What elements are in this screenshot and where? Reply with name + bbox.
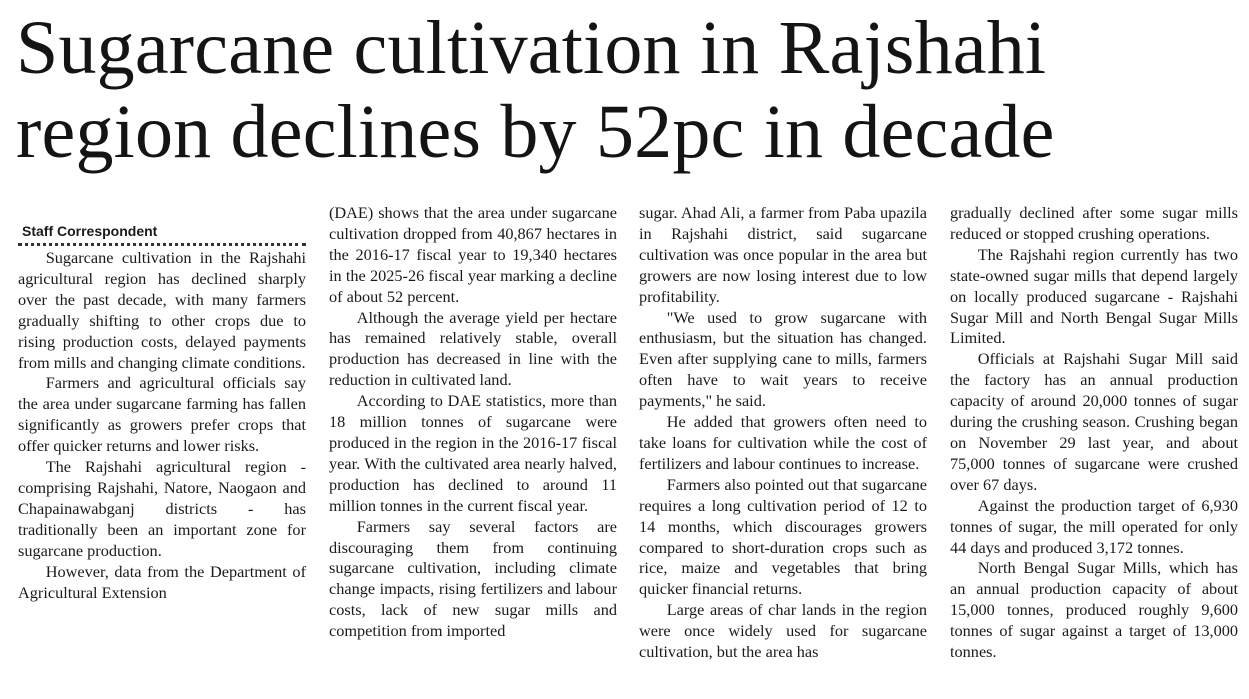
headline: Sugarcane cultivation in Rajshahi region declines by 52pc in decade [16, 6, 1055, 174]
article-column-2 [329, 203, 617, 699]
paragraph: According to DAE statistics, more than 18 million tonnes of sugarcane were produced in the region in the 2016-17 fiscal year. With the cultivated area nearly halved, production has declined to around 11 million tonnes in the current fiscal year. [329, 391, 617, 515]
paragraph: Large areas of char lands in the region were once widely used for sugarcane cultivation, but the area has [639, 600, 927, 662]
paragraph: He added that growers often need to take loans for cultivation while the cost of fertilizers and labour continues to increase. [639, 412, 927, 473]
paragraph: "We used to grow sugarcane with enthusiasm, but the situation has changed. Even after supplying cane to mills, farmers often have to wait years to receive payments," he said. [639, 307, 927, 411]
paragraph: The Rajshahi region currently has two state-owned sugar mills that depend largely on locally produced sugarcane - Rajshahi Sugar Mill and North Bengal Sugar Mills Limited. [950, 244, 1238, 348]
paragraph: sugar. Ahad Ali, a farmer from Paba upazila in Rajshahi district, said sugarcane cultivation was once popular in the area but growers are now losing interest due to low profitability. [639, 203, 927, 306]
paragraph: gradually declined after some sugar mills reduced or stopped crushing operations. [950, 203, 1238, 243]
paragraph: North Bengal Sugar Mills, which has an annual production capacity of about 15,000 tonnes, produced roughly 9,600 tonnes of sugar against a target of 13,000 tonnes. [950, 558, 1238, 662]
paragraph: Farmers and agricultural officials say the area under sugarcane farming has fallen significantly as growers prefer crops that offer quicker returns and lower risks. [18, 373, 306, 456]
article-column-1 [18, 222, 306, 699]
byline: Staff Correspondent [18, 222, 306, 246]
paragraph: Farmers say several factors are discouraging them from continuing sugarcane cultivation, including climate change impacts, rising fertilizers and labour costs, lack of new sugar mills and competition from imported [329, 516, 617, 641]
article-column-4 [950, 203, 1238, 699]
paragraph: Officials at Rajshahi Sugar Mill said the factory has an annual production capacity of around 20,000 tonnes of sugar during the crushing season. Crushing began on November 29 last year, and about 75,000 tonnes of sugarcane were crushed over 67 days. [950, 349, 1238, 494]
paragraph: Although the average yield per hectare has remained relatively stable, overall production has decreased in line with the reduction in cultivated land. [329, 307, 617, 390]
paragraph: Against the production target of 6,930 tonnes of sugar, the mill operated for only 44 days and produced 3,172 tonnes. [950, 495, 1238, 557]
paragraph: (DAE) shows that the area under sugarcane cultivation dropped from 40,867 hectares in the 2016-17 fiscal year to 19,340 hectares in the 2025-26 fiscal year marking a decline of about 52 percent. [329, 203, 617, 306]
article-column-3 [639, 203, 927, 699]
paragraph: Farmers also pointed out that sugarcane requires a long cultivation period of 12 to 14 months, which discourages growers compared to short-duration crops such as rice, maize and vegetables that bring quicker financial returns. [639, 474, 927, 599]
paragraph: Sugarcane cultivation in the Rajshahi agricultural region has declined sharply over the past decade, with many farmers gradually shifting to other crops due to rising production costs, delayed payments from mills and changing climate conditions. [18, 248, 306, 372]
paragraph: The Rajshahi agricultural region - comprising Rajshahi, Natore, Naogaon and Chapainawabganj districts - has traditionally been an important zone for sugarcane production. [18, 457, 306, 560]
paragraph: However, data from the Department of Agricultural Extension [18, 561, 306, 602]
